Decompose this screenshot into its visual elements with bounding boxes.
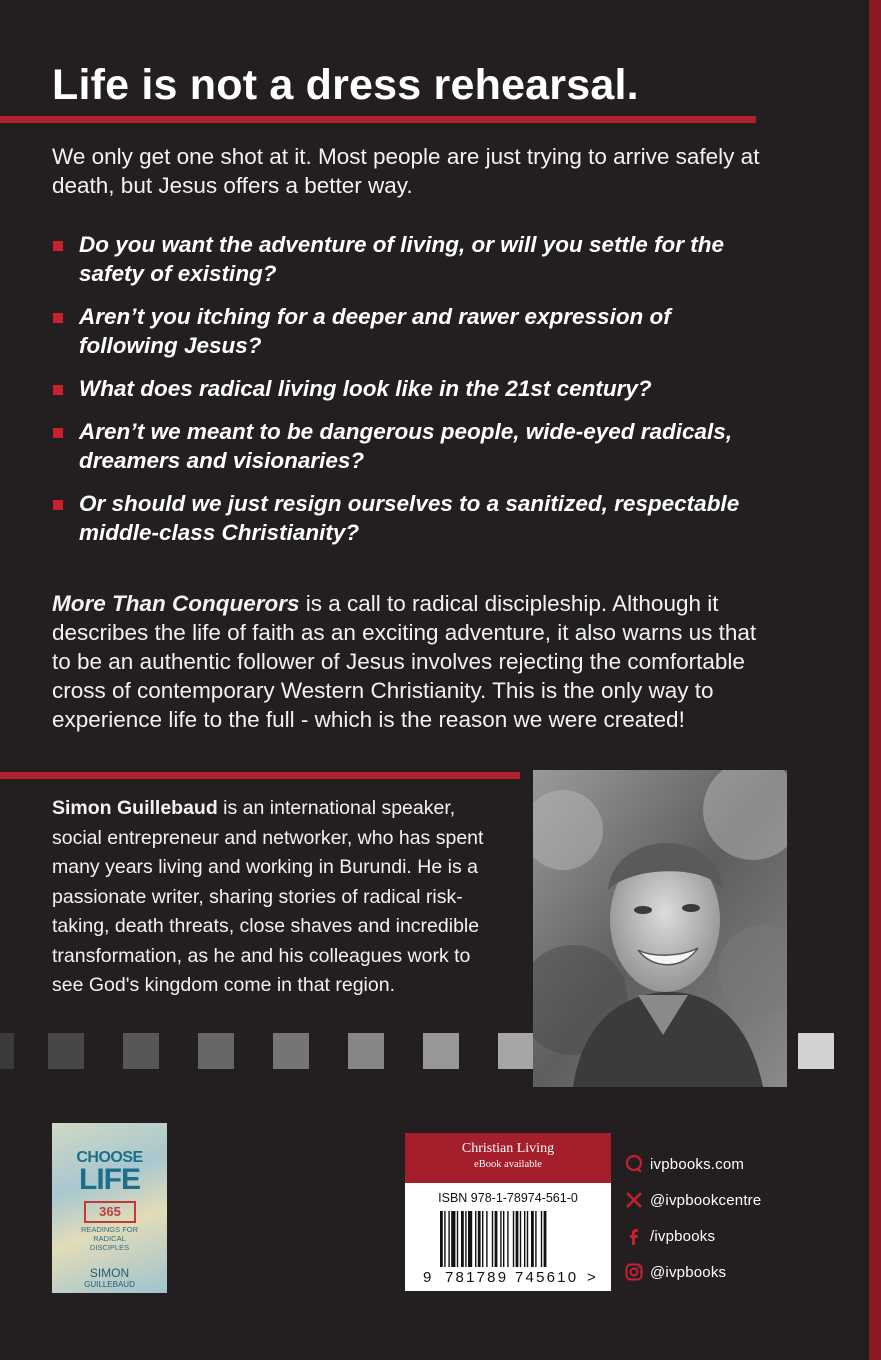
barcode-bar <box>440 1211 443 1267</box>
social-links <box>623 1146 761 1290</box>
barcode-digit-group-2: 745610 <box>515 1269 579 1286</box>
author-name: Simon Guillebaud <box>52 797 218 819</box>
question-item <box>52 302 772 360</box>
strip-square <box>273 1033 309 1069</box>
barcode-bar <box>444 1211 445 1267</box>
barcode-bar <box>468 1211 472 1267</box>
barcode-graphic <box>440 1211 580 1273</box>
barcode-bar <box>513 1211 514 1267</box>
category-banner <box>405 1133 611 1183</box>
barcode-bar <box>465 1211 466 1267</box>
barcode-digit-lead: 9 <box>423 1269 432 1286</box>
barcode-bar <box>461 1211 464 1267</box>
social-website-label: ivpbooks.com <box>650 1155 745 1173</box>
barcode-bar <box>448 1211 449 1267</box>
bullet-square-icon <box>53 500 63 510</box>
barcode-bar <box>520 1211 521 1267</box>
ebook-note: eBook available <box>474 1159 542 1170</box>
barcode-bar <box>492 1211 493 1267</box>
barcode-bar <box>482 1211 483 1267</box>
related-book-subtitle <box>52 1225 167 1252</box>
related-book-author-first: SIMON <box>89 1266 130 1280</box>
question-text: Or should we just resign ourselves to a sanitized, respectable middle-class Christianity? <box>79 491 740 545</box>
barcode-bar <box>478 1211 481 1267</box>
bullet-square-icon <box>53 241 63 251</box>
category-label: Christian Living <box>461 1141 555 1156</box>
strip-square <box>798 1033 834 1069</box>
strip-square <box>348 1033 384 1069</box>
barcode-bar <box>527 1211 528 1267</box>
intro-paragraph: We only get one shot at it. Most people are just trying to arrive safely at death, but Jesus offers a better way. <box>52 144 760 198</box>
related-book-title-line2: LIFE <box>79 1163 140 1196</box>
barcode-bar <box>475 1211 476 1267</box>
strip-square <box>48 1033 84 1069</box>
social-x[interactable] <box>623 1182 761 1218</box>
related-book-badge: 365 <box>84 1201 136 1223</box>
social-facebook[interactable] <box>623 1218 761 1254</box>
related-book-subtitle-line: RADICAL <box>93 1234 126 1243</box>
related-book-title-line1: CHOOSE <box>76 1149 143 1166</box>
barcode-bar <box>531 1211 534 1267</box>
bio-text: is an international speaker, social entrepreneur and networker, who has spent many years living and working in Burundi. He is a passionate writer, sharing stories of radical risk-taking, death threats, close shaves and incredible transformation, as he and his colleagues work to see God's kingdom come in that region. <box>52 797 484 996</box>
related-book-subtitle-line: DISCIPLES <box>89 1243 130 1252</box>
question-text: What does radical living look like in the 21st century? <box>79 376 652 401</box>
social-instagram[interactable] <box>623 1254 761 1290</box>
barcode-bar <box>524 1211 525 1267</box>
barcode-bar <box>503 1211 504 1267</box>
isbn-number: ISBN 978-1-78974-561-0 <box>438 1191 578 1205</box>
bullet-square-icon <box>53 385 63 395</box>
blurb-text: is a call to radical discipleship. Although it describes the life of faith as an exciting adventure, it also warns us that to be an authentic follower of Jesus involves rejecting the comfortable cross of contemporary Western Christianity. This is the only way to experience life to the full - which is the reason we were created! <box>52 591 757 732</box>
social-website[interactable] <box>623 1146 761 1182</box>
bullet-square-icon <box>53 428 63 438</box>
strip-square <box>0 1033 14 1069</box>
barcode-bar <box>516 1211 519 1267</box>
headline: Life is not a dress rehearsal. <box>52 61 639 109</box>
barcode-bar <box>486 1211 487 1267</box>
author-photo <box>533 770 787 1087</box>
barcode-bar <box>451 1211 455 1267</box>
instagram-icon <box>623 1261 645 1283</box>
speech-bubble-icon <box>623 1153 645 1175</box>
related-book-subtitle-line: READINGS FOR <box>80 1225 139 1234</box>
question-text: Do you want the adventure of living, or will you settle for the safety of existing? <box>79 232 725 286</box>
related-book-author-last: GUILLEBAUD <box>84 1280 135 1289</box>
social-instagram-label: @ivpbooks <box>650 1263 727 1281</box>
strip-square <box>123 1033 159 1069</box>
question-list <box>52 230 772 561</box>
barcode-bar <box>535 1211 536 1267</box>
barcode-panel <box>405 1133 611 1291</box>
related-book-cover <box>52 1123 167 1293</box>
bio-rule <box>0 772 520 779</box>
question-item <box>52 489 772 547</box>
question-item <box>52 417 772 475</box>
book-blurb <box>52 589 772 734</box>
question-text: Aren’t we meant to be dangerous people, wide-eyed radicals, dreamers and visionaries? <box>79 419 733 473</box>
barcode-bar <box>495 1211 498 1267</box>
barcode-bar <box>507 1211 508 1267</box>
spine-edge <box>869 0 881 1360</box>
barcode-bar <box>544 1211 547 1267</box>
question-item <box>52 230 772 288</box>
question-item <box>52 374 772 403</box>
strip-square <box>498 1033 534 1069</box>
strip-square <box>198 1033 234 1069</box>
social-facebook-label: /ivpbooks <box>650 1227 716 1245</box>
headline-rule <box>0 116 756 123</box>
barcode-bar <box>457 1211 458 1267</box>
book-title: More Than Conquerors <box>52 591 300 616</box>
social-x-label: @ivpbookcentre <box>650 1191 762 1209</box>
barcode-bar <box>541 1211 542 1267</box>
x-logo-icon <box>623 1189 645 1211</box>
barcode-bar <box>500 1211 501 1267</box>
barcode-end-marker: > <box>587 1269 596 1286</box>
facebook-icon <box>623 1225 645 1247</box>
strip-square <box>423 1033 459 1069</box>
question-text: Aren’t you itching for a deeper and rawer expression of following Jesus? <box>79 304 671 358</box>
bullet-square-icon <box>53 313 63 323</box>
author-bio <box>52 794 492 1001</box>
barcode-digit-group-1: 781789 <box>445 1269 509 1286</box>
